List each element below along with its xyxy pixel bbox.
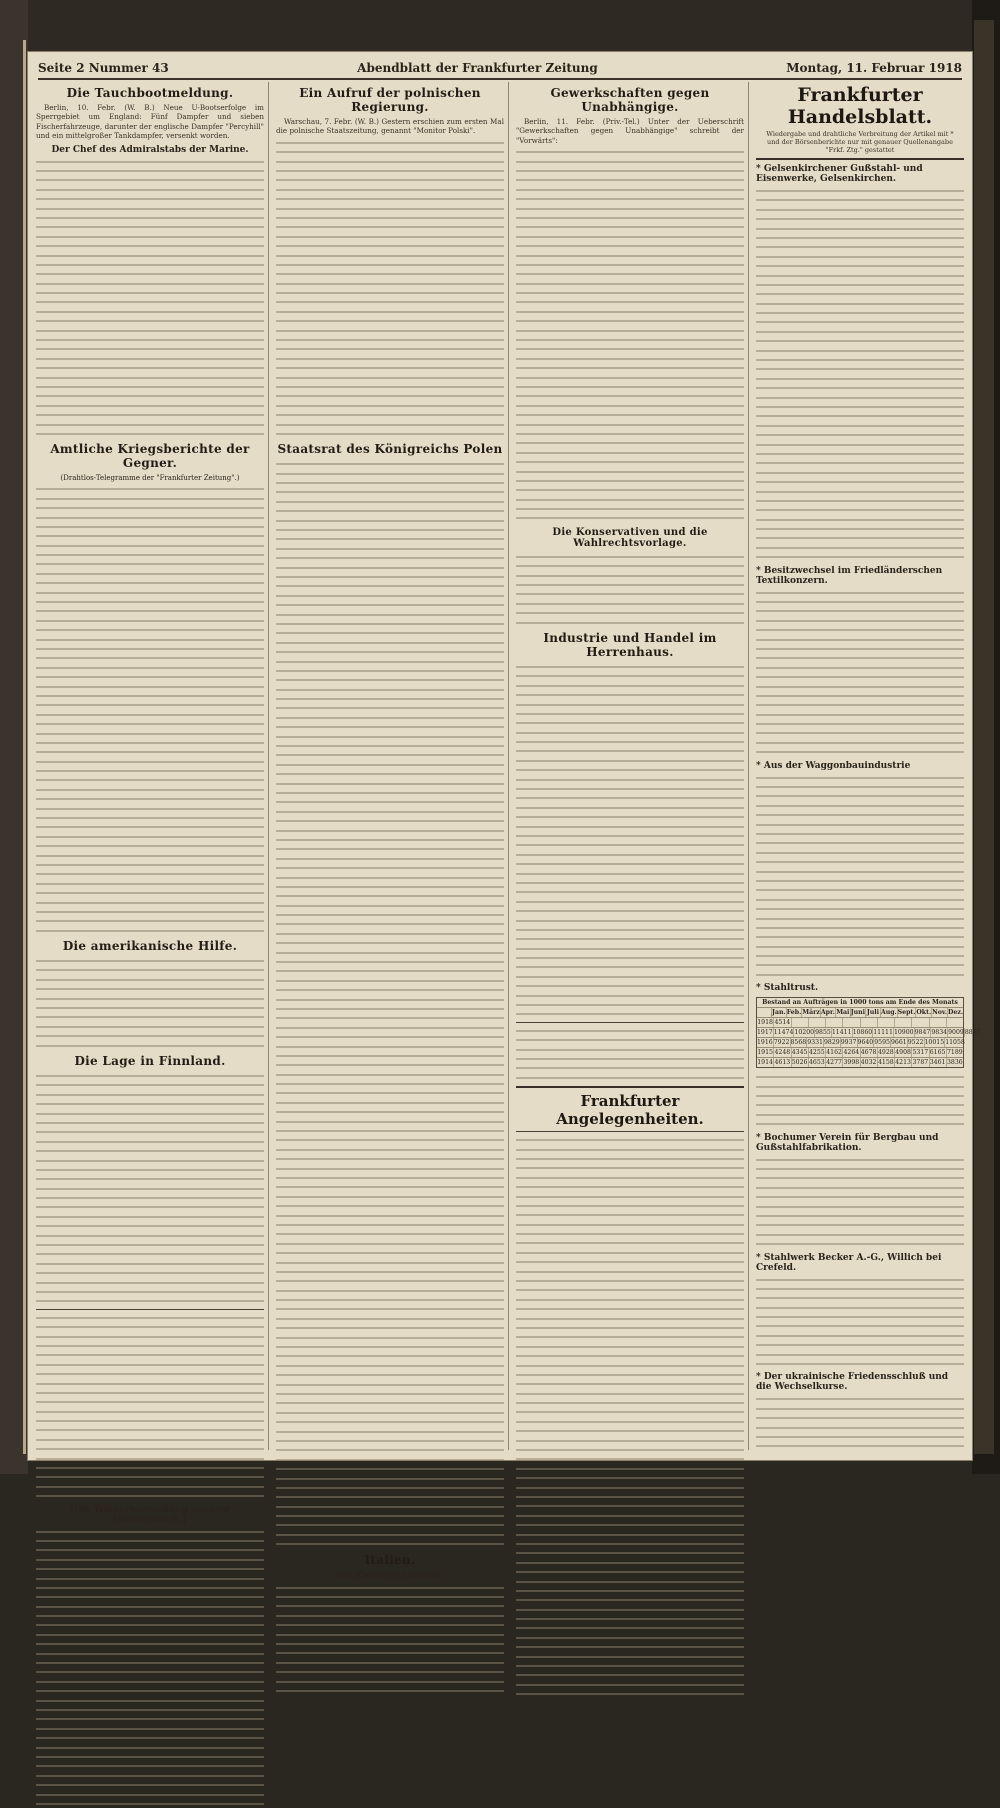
table-cell: 4613 — [774, 1059, 791, 1067]
text-block — [756, 1275, 964, 1369]
headline-gelsenkirchener: * Gelsenkirchener Gußstahl- und Eisenwerke, Gelsenkirchen. — [756, 164, 923, 184]
table-cell: 1917 — [757, 1029, 773, 1037]
headline-italien: Italien. — [364, 1552, 416, 1567]
subheadline-kammer: Die Kammer eröffnet. — [335, 1570, 445, 1581]
table-header-cell: Aug. — [880, 1009, 897, 1017]
headline-kriegsberichte: Amtliche Kriegsberichte der Gegner. — [50, 442, 250, 471]
subheadline-kriegsberichte: (Drahtlos-Telegramme der "Frankfurter Zeitung".) — [60, 474, 240, 483]
text-block — [756, 588, 964, 757]
table-cell: 1918 — [757, 1019, 773, 1027]
table-cell: 3998 — [843, 1059, 860, 1067]
table-cell: 4678 — [860, 1049, 877, 1057]
table-header-cell: Feb. — [786, 1009, 802, 1017]
headline-glockenwerk: [Die Wiederherstellung unserer Glockenwerk.] — [69, 1504, 231, 1525]
scan-right-edge — [972, 0, 1000, 1474]
table-cell: 7922 — [773, 1039, 790, 1047]
table-header-cell: Jan. — [772, 1009, 786, 1017]
table-row — [757, 1038, 963, 1048]
newspaper-title: Abendblatt der Frankfurter Zeitung — [357, 61, 598, 75]
copyright-note: Wiedergabe und drahtliche Verbreitung der Artikel mit * und der Börsenberichte nur mit genauer Quellenangabe "Frkf. Ztg." gestattet — [766, 130, 954, 154]
table-cell: 4032 — [860, 1059, 877, 1067]
headline-waggonbau: * Aus der Waggonbauindustrie — [756, 760, 911, 771]
newspaper-page — [28, 52, 981, 1581]
text-block — [276, 138, 504, 439]
table-cell: 1916 — [757, 1039, 773, 1047]
article-aufruf-text: Warschau, 7. Febr. (W. B.) Gestern erschien zum ersten Mal die polnische Staatszeitung, genannt "Monitor Polski". — [276, 117, 504, 136]
headline-konservativen: Die Konservativen und die Wahlrechtsvorlage. — [552, 526, 708, 549]
table-cell: 9834 — [931, 1029, 948, 1037]
table-cell: 8568 — [790, 1039, 807, 1047]
text-block — [756, 1072, 964, 1128]
table-cell: 6165 — [929, 1049, 946, 1057]
page-number: Seite 2 Nummer 43 — [38, 61, 169, 75]
table-cell: 9855 — [815, 1029, 831, 1037]
table-cell: 4264 — [843, 1049, 860, 1057]
table-cell — [826, 1018, 843, 1027]
column-3 — [516, 82, 744, 1450]
table-cell: 4248 — [774, 1049, 791, 1057]
text-block — [36, 1527, 264, 1808]
headline-stahlwerk-becker: * Stahlwerk Becker A.-G., Willich bei Crefeld. — [756, 1252, 942, 1273]
headline-tauchboot: Die Tauchbootmeldung. — [66, 86, 234, 100]
table-cell: 1915 — [757, 1049, 773, 1057]
table-cell — [912, 1018, 929, 1027]
text-block — [516, 147, 744, 523]
table-cell — [895, 1018, 912, 1027]
masthead-handelsblatt: Frankfurter Handelsblatt. — [787, 84, 933, 128]
table-cell: 11111 — [873, 1029, 893, 1037]
text-block — [36, 484, 264, 935]
headline-staatsrat: Staatsrat des Königreichs Polen — [277, 442, 503, 457]
column-2 — [276, 82, 504, 1581]
table-cell: 5317 — [912, 1049, 929, 1057]
table-cell: 11411 — [831, 1029, 852, 1037]
table-header-cell: März — [802, 1009, 820, 1017]
table-cell: 9847 — [914, 1029, 931, 1037]
table-cell — [861, 1018, 878, 1027]
table-header-cell: Juni — [850, 1009, 866, 1017]
table-cell: 10200 — [794, 1029, 815, 1037]
table-body — [757, 1018, 981, 1067]
scan-left-binding — [0, 0, 28, 1474]
table-cell: 9595 — [874, 1039, 890, 1047]
text-block — [516, 1026, 744, 1082]
text-block — [516, 552, 744, 627]
table-cell — [930, 1018, 947, 1027]
table-cell: 5026 — [791, 1059, 808, 1067]
table-cell — [947, 1018, 963, 1027]
table-cell: 1914 — [757, 1059, 773, 1067]
table-cell: 9937 — [840, 1039, 857, 1047]
table-cell: 8897 — [964, 1029, 981, 1037]
issue-date: Montag, 11. Februar 1918 — [786, 61, 962, 75]
article-gewerkschaften-text: Berlin, 11. Febr. (Priv.-Tel.) Unter der Ueberschrift "Gewerkschaften gegen Unabhängige" schreibt der "Vorwärts": — [516, 117, 744, 145]
table-header-cell: Sept. — [897, 1009, 916, 1017]
headline-amerikanische-hilfe: Die amerikanische Hilfe. — [62, 939, 238, 954]
table-title: Bestand an Aufträgen in 1000 tons am Ende des Monats — [762, 999, 958, 1007]
table-cell: 3787 — [912, 1059, 929, 1067]
page-header — [38, 58, 962, 78]
headline-frankfurter-angelegenheiten: Frankfurter Angelegenheiten. — [556, 1092, 704, 1129]
table-cell — [843, 1018, 860, 1027]
table-cell: 9640 — [857, 1039, 874, 1047]
table-cell: 11058 — [945, 1039, 965, 1047]
table-row — [757, 1028, 981, 1038]
table-cell: 10860 — [852, 1029, 873, 1037]
table-row — [757, 1048, 963, 1058]
table-header-year — [757, 1008, 772, 1017]
table-header-cell: Apr. — [820, 1009, 835, 1017]
headline-ukraine-wechselkurse: * Der ukrainische Friedensschluß und die Wechselkurse. — [756, 1372, 949, 1393]
table-cell: 9829 — [824, 1039, 840, 1047]
table-header-cell: Juli — [866, 1009, 880, 1017]
table-cell — [878, 1018, 895, 1027]
text-block — [756, 186, 964, 562]
text-block — [36, 157, 264, 439]
headline-gewerkschaften: Gewerkschaften gegen Unabhängige. — [550, 86, 710, 114]
table-cell: 3461 — [929, 1059, 946, 1067]
column-4-handelsblatt — [756, 82, 981, 1450]
text-block — [516, 662, 744, 1019]
table-cell: 4213 — [895, 1059, 911, 1067]
table-cell: 4653 — [809, 1059, 825, 1067]
text-block — [36, 1071, 264, 1306]
text-block — [756, 1394, 964, 1450]
headline-finnland: Die Lage in Finnland. — [74, 1054, 226, 1068]
text-block — [276, 1583, 504, 1696]
article-tauchboot-text: Berlin, 10. Febr. (W. B.) Neue U-Bootserfolge im Sperrgebiet um England: Fünf Dampfer und sieben Fischerfahrzeuge, darunter der englische Dampfer "Percyhill" und ein mittelgroßer Tankdampfer, versenkt worden. — [36, 103, 264, 141]
table-cell: 4908 — [895, 1049, 911, 1057]
table-row — [757, 1058, 963, 1067]
text-block — [276, 459, 504, 1548]
text-block — [516, 1135, 744, 1698]
text-block — [756, 773, 964, 980]
headline-industrie-handel: Industrie und Handel im Herrenhaus. — [543, 630, 717, 659]
table-cell: 9661 — [891, 1039, 907, 1047]
headline-bochumer-verein: * Bochumer Verein für Bergbau und Gußstahlfabrikation. — [756, 1132, 939, 1153]
table-cell: 4277 — [826, 1059, 842, 1067]
column-1 — [36, 82, 264, 1525]
table-header-cell: Mai — [836, 1009, 850, 1017]
table-cell — [809, 1018, 826, 1027]
table-cell: 4255 — [809, 1049, 825, 1057]
text-block — [756, 1155, 964, 1249]
text-block — [36, 1313, 264, 1501]
table-cell: 3836 — [947, 1059, 963, 1067]
table-cell: 4345 — [791, 1049, 808, 1057]
stahltrust-table — [756, 997, 981, 1068]
headline-aufruf-polen: Ein Aufruf der polnischen Regierung. — [299, 86, 481, 114]
table-cell — [792, 1018, 809, 1027]
table-cell: 4162 — [826, 1049, 842, 1057]
scan-top-band — [0, 0, 1000, 52]
table-cell: 9009 — [948, 1029, 964, 1037]
table-cell: 9331 — [807, 1039, 823, 1047]
table-cell: 4158 — [878, 1059, 894, 1067]
table-cell: 10900 — [893, 1029, 914, 1037]
table-header-cell: Okt. — [916, 1009, 932, 1017]
table-header-cell: Dez. — [948, 1009, 964, 1017]
table-cell: 9522 — [907, 1039, 924, 1047]
text-block — [36, 956, 264, 1050]
table-cell: 7189 — [947, 1049, 963, 1057]
table-cell: 11474 — [773, 1029, 794, 1037]
headline-stahltrust: * Stahltrust. — [756, 983, 819, 994]
headline-friedlaender: * Besitzwechsel im Friedländerschen Textilkonzern. — [756, 565, 943, 586]
table-cell: 4928 — [878, 1049, 894, 1057]
table-cell: 4514 — [774, 1019, 791, 1027]
table-header-row — [757, 1008, 963, 1018]
table-row — [757, 1018, 963, 1028]
table-header-cell: Nov. — [932, 1009, 948, 1017]
table-cell: 10015 — [924, 1039, 945, 1047]
signature-admiralstab: Der Chef des Admiralstabs der Marine. — [51, 144, 249, 155]
